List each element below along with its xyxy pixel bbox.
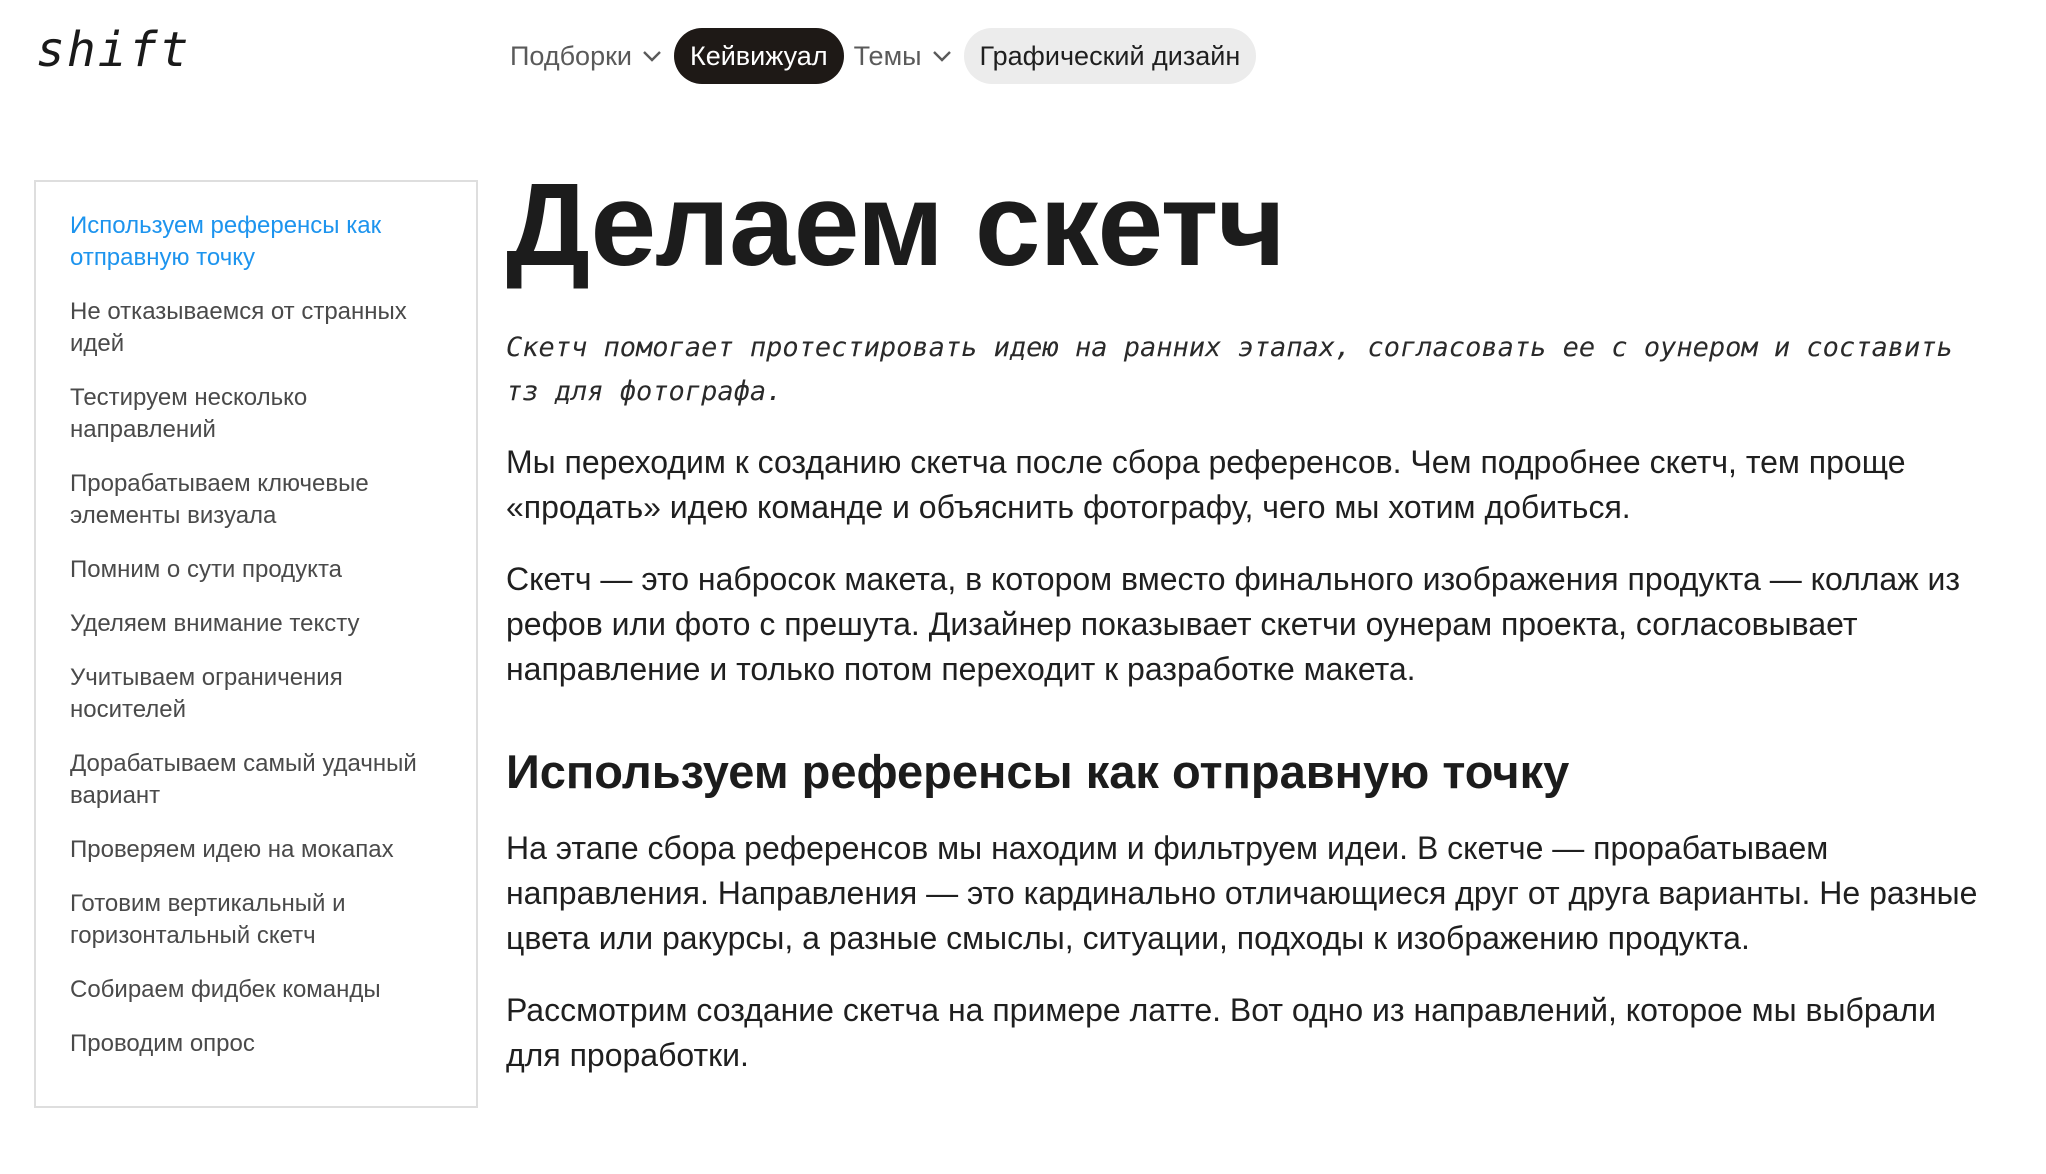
toc-item-text[interactable]: Уделяем внимание тексту [70, 610, 360, 637]
article [506, 160, 1986, 1105]
toc-item-references[interactable]: Используем референсы как отправную точку [70, 212, 382, 271]
chevron-down-icon [642, 50, 662, 62]
article-paragraph: Скетч — это набросок макета, в котором вместо финального изображения продукта — коллаж из рефов или фото с прешута. Дизайнер показывает скетчи оунерам проекта, согласовывает направление и только потом переходит к разработке макета. [506, 561, 1961, 687]
nav-keyvisual-pill[interactable] [674, 28, 844, 84]
toc-item-team-feedback[interactable]: Собираем фидбек команды [70, 976, 381, 1003]
nav-topics-label: Темы [853, 40, 922, 71]
toc-item-product-essence[interactable]: Помним о сути продукта [70, 556, 343, 583]
nav-topics-dropdown[interactable] [844, 28, 964, 84]
chevron-down-icon [932, 50, 952, 62]
toc-item-vertical-horizontal[interactable]: Готовим вертикальный и горизонтальный скетч [70, 890, 346, 949]
logo[interactable]: shift [36, 22, 191, 78]
toc-item-media-limits[interactable]: Учитываем ограничения носителей [70, 664, 343, 723]
toc-item-mockups[interactable]: Проверяем идею на мокапах [70, 836, 394, 863]
toc-item-survey[interactable]: Проводим опрос [70, 1030, 255, 1057]
section-paragraph: Рассмотрим создание скетча на примере латте. Вот одно из направлений, которое мы выбрали для проработки. [506, 992, 1936, 1073]
nav-collections-dropdown[interactable] [500, 28, 674, 84]
toc-item-key-elements[interactable]: Прорабатываем ключевые элементы визуала [70, 470, 369, 529]
toc-item-directions[interactable]: Тестируем несколько направлений [70, 384, 308, 443]
page-title: Делаем скетч [506, 159, 1285, 291]
toc-item-strange-ideas[interactable]: Не отказываемся от странных идей [70, 298, 407, 357]
nav-collections-label: Подборки [510, 40, 632, 71]
article-paragraph: Мы переходим к созданию скетча после сбора референсов. Чем подробнее скетч, тем проще «продать» идею команде и объяснить фотографу, чего мы хотим добиться. [506, 444, 1906, 525]
article-lead: Скетч помогает протестировать идею на ранних этапах, согласовать ее с оунером и составить тз для фотографа. [506, 332, 1953, 407]
top-nav [500, 28, 1256, 84]
section-paragraph: На этапе сбора референсов мы находим и фильтруем идеи. В скетче — прорабатываем направления. Направления — это кардинально отличающиеся друг от друга варианты. Не разные цвета или ракурсы, а разные смыслы, ситуации, подходы к изображению продукта. [506, 830, 1978, 956]
nav-graphic-design-pill[interactable] [964, 28, 1257, 84]
table-of-contents [34, 180, 478, 1108]
nav-keyvisual-label: Кейвижуал [689, 40, 828, 71]
nav-graphic-design-label: Графический дизайн [979, 40, 1241, 71]
toc-item-best-variant[interactable]: Дорабатываем самый удачный вариант [70, 750, 417, 809]
section-title: Используем референсы как отправную точку [506, 745, 1570, 798]
